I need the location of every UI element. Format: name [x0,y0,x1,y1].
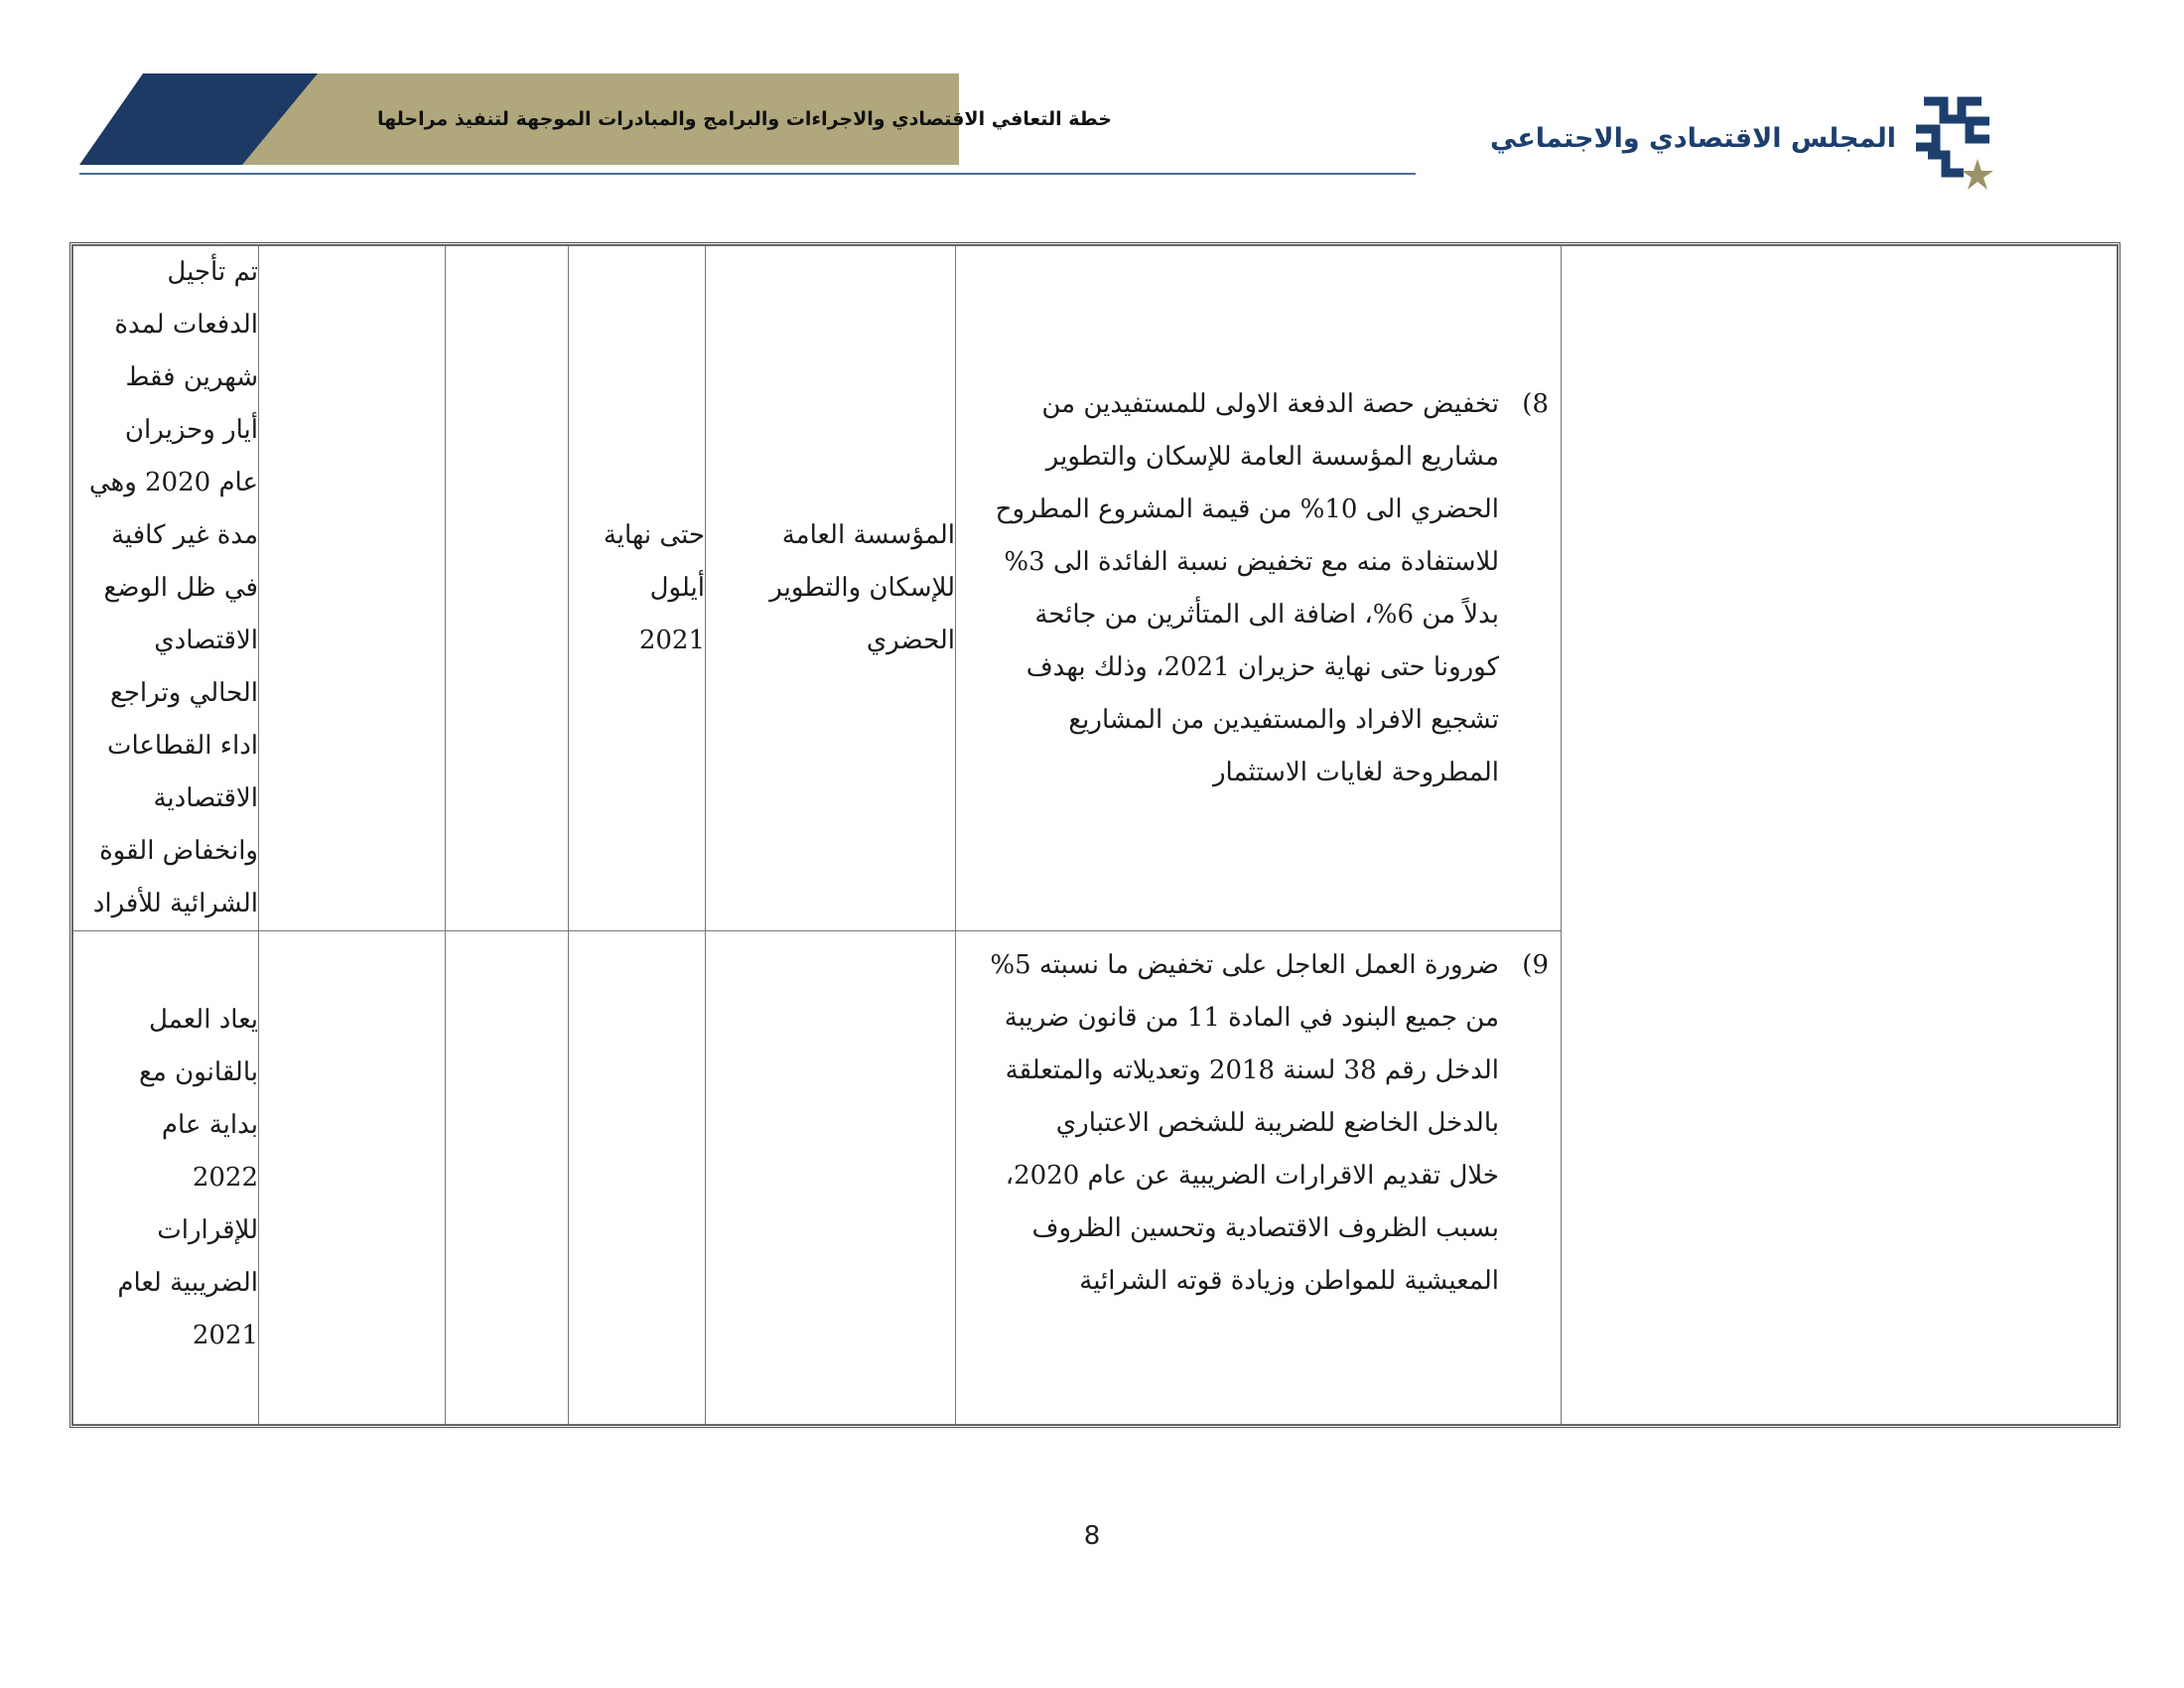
measure-line: خلال تقديم الاقرارات الضريبية عن عام 2020، [1005,1161,1499,1191]
measure-line: بالدخل الخاضع للضريبة للشخص الاعتباري [1055,1108,1499,1138]
category-cell [1562,246,2117,1425]
measure-line: الحضري الى 10% من قيمة المشروع المطروح [995,493,1499,524]
empty-cell [259,246,446,931]
measure-number: 8) [1522,388,1549,419]
measure-line: بسبب الظروف الاقتصادية وتحسين الظروف [1031,1213,1499,1243]
notes-line: عام 2020 وهي [88,468,258,497]
empty-cell [446,931,569,1425]
notes-line: يعاد العمل [149,1004,258,1035]
measures-table [69,242,2120,1428]
notes-line: مدة غير كافية [110,520,258,550]
agency-cell [706,931,956,1425]
notes-line: الاقتصادية [153,783,258,813]
deadline-line: 2021 [638,626,705,655]
notes-line: بالقانون مع [139,1056,258,1087]
measure-cell [956,931,1562,1425]
notes-line: الدفعات لمدة [114,310,258,340]
measure-number: 9) [1522,950,1549,980]
measure-line: المطروحة لغايات الاستثمار [1212,757,1499,787]
agency-line: للإسكان والتطوير [769,573,955,603]
measure-text [972,939,1499,1308]
notes-line: تم تأجيل [167,257,258,287]
notes-line: في ظل الوضع [103,573,258,603]
measure-line: كورونا حتى نهاية حزيران 2021، وذلك بهدف [1025,651,1499,682]
page-number: 8 [1083,1521,1101,1551]
measure-line: ضرورة العمل العاجل على تخفيض ما نسبته 5% [990,950,1499,980]
notes-line: بداية عام [161,1109,258,1140]
empty-cell [446,246,569,931]
measure-line: بدلاً من 6%، اضافة الى المتأثرين من جائحة [1034,599,1499,630]
council-emblem-icon [1906,91,2005,191]
notes-line: شهرين فقط [125,362,258,392]
table-row [73,246,2117,931]
header-divider [79,173,1416,175]
notes-line: 2022 [192,1162,258,1193]
notes-line: الحالي وتراجع [110,678,258,708]
measure-line: الدخل رقم 38 لسنة 2018 وتعديلاته والمتعلقة [1005,1055,1499,1085]
agency-line: الحضري [866,626,955,655]
notes-line: وانخفاض القوة [99,836,258,866]
measure-line: تشجيع الافراد والمستفيدين من المشاريع [1068,704,1499,735]
empty-cell [259,931,446,1425]
agency-line: المؤسسة العامة [781,520,955,550]
deadline-line: حتى نهاية [603,520,705,550]
notes-line: الضريبية لعام [117,1267,258,1298]
measure-line: من جميع البنود في المادة 11 من قانون ضريبة [1004,1003,1499,1033]
measure-line: للاستفادة منه مع تخفيض نسبة الفائدة الى 3% [1004,546,1499,577]
notes-line: 2021 [192,1320,258,1350]
deadline-cell [569,246,706,931]
council-logo [1490,91,2005,191]
notes-cell [73,246,259,931]
agency-cell [706,246,956,931]
notes-line: أيار وحزيران [124,415,258,445]
measure-cell [956,246,1562,931]
notes-line: للإقرارات [157,1214,258,1245]
deadline-cell [569,931,706,1425]
notes-line: الاقتصادي [154,626,258,655]
measure-line: تخفيض حصة الدفعة الاولى للمستفيدين من [1041,388,1499,419]
measure-text [972,378,1499,799]
measure-line: المعيشية للمواطن وزيادة قوته الشرائية [1079,1266,1499,1296]
measure-line: مشاريع المؤسسة العامة للإسكان والتطوير [1045,441,1499,472]
deadline-line: أيلول [649,573,705,603]
notes-line: الشرائية للأفراد [92,889,258,918]
header-banner [79,73,1112,165]
banner-title: خطة التعافي الاقتصادي والاجراءات والبرامج والمبادرات الموجهة لتنفيذ مراحلها [377,108,1112,130]
logo-text: المجلس الاقتصادي والاجتماعي [1490,123,1896,154]
notes-cell [73,931,259,1425]
notes-line: اداء القطاعات [107,731,258,761]
